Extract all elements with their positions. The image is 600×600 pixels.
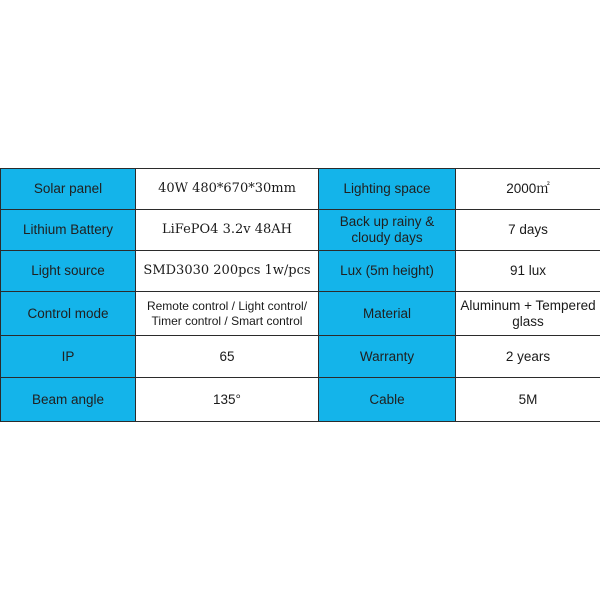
spec-label-cable: Cable [319,378,456,422]
spec-label-solar-panel: Solar panel [1,169,136,210]
spec-label-lux: Lux (5m height) [319,251,456,292]
table-row [1,378,600,422]
spec-label-control-mode: Control mode [1,292,136,336]
spec-value-warranty: 2 years [456,336,600,378]
spec-label-backup-days: Back up rainy & cloudy days [319,210,456,251]
table-row [1,169,600,210]
spec-value-control-mode: Remote control / Light control/ Timer control / Smart control [136,292,319,336]
spec-label-beam-angle: Beam angle [1,378,136,422]
spec-table [0,168,600,422]
spec-value-material: Aluminum + Tempered glass [456,292,600,336]
table-row [1,336,600,378]
spec-value-backup-days: 7 days [456,210,600,251]
spec-label-lighting-space: Lighting space [319,169,456,210]
spec-label-warranty: Warranty [319,336,456,378]
spec-value-solar-panel: 40W 480*670*30mm [136,169,319,210]
spec-value-lithium-battery: LiFePO4 3.2v 48AH [136,210,319,251]
spec-label-lithium-battery: Lithium Battery [1,210,136,251]
spec-label-ip: IP [1,336,136,378]
spec-value-ip: 65 [136,336,319,378]
table-row [1,292,600,336]
spec-label-light-source: Light source [1,251,136,292]
table-row [1,210,600,251]
spec-value-cable: 5M [456,378,600,422]
spec-value-lux: 91 lux [456,251,600,292]
spec-value-beam-angle: 135° [136,378,319,422]
spec-label-material: Material [319,292,456,336]
spec-value-lighting-space: 2000㎡ [456,169,600,210]
table-row [1,251,600,292]
spec-value-light-source: SMD3030 200pcs 1w/pcs [136,251,319,292]
